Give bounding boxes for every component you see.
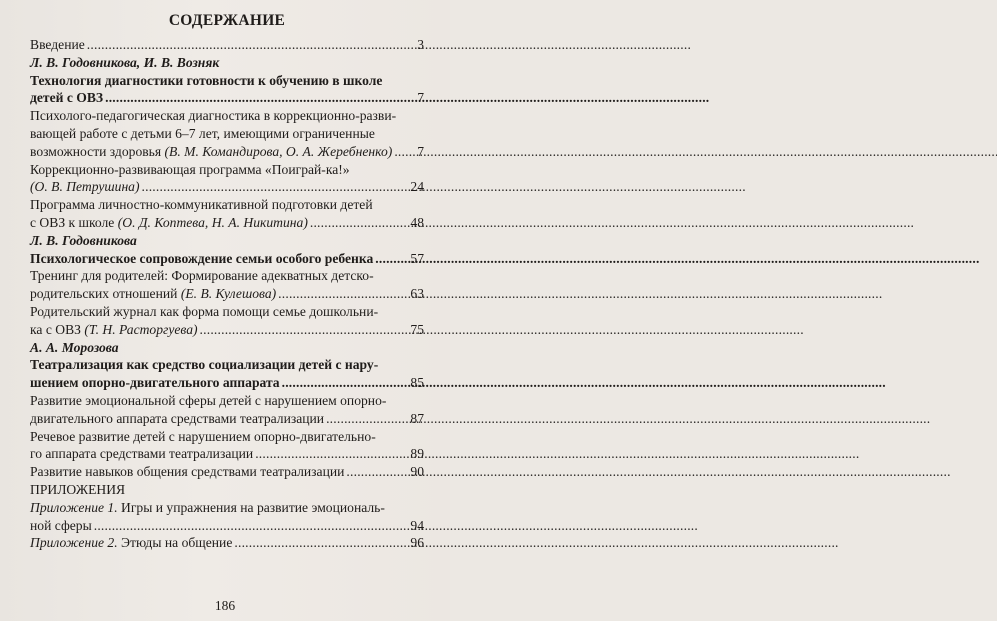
toc-entry-end[interactable]	[30, 517, 424, 535]
section-heading[interactable]: Технология диагностики готовности к обучению в школе	[30, 72, 383, 88]
toc-entry-end[interactable]	[30, 143, 424, 161]
heading-text: шением опорно-двигательного аппарата	[30, 375, 280, 391]
entry-text: родительских отношений	[30, 286, 181, 302]
dot-leader	[234, 534, 408, 552]
entry-page: 90	[410, 464, 424, 480]
toc-page	[0, 0, 450, 621]
entry-page: 89	[410, 446, 424, 462]
entry-page: 75	[410, 321, 424, 337]
toc-entry-line[interactable]: вающей работе с детьми 6–7 лет, имеющими ограниченные	[30, 125, 375, 141]
section-heading[interactable]: Театрализация как средство социализации детей с нару-	[30, 357, 379, 373]
entry-text: го аппарата средствами театрализации	[30, 446, 254, 462]
toc-title: СОДЕРЖАНИЕ	[168, 12, 286, 29]
toc-entry-intro[interactable]	[30, 36, 424, 54]
toc-entry-end[interactable]	[30, 214, 424, 232]
dot-leader	[346, 463, 408, 481]
dot-leader	[200, 321, 409, 339]
dot-leader	[394, 143, 415, 161]
toc-entry-line[interactable]: Тренинг для родителей: Формирование адекватных детско-	[30, 268, 374, 284]
section-authors: А. А. Морозова	[30, 339, 119, 355]
appendix-label: Приложение 2.	[30, 535, 118, 551]
entry-text: двигательного аппарата средствами театрализации	[30, 410, 325, 426]
entry-page: 63	[410, 286, 424, 302]
toc-entry-end[interactable]	[30, 410, 424, 428]
entry-page: 24	[410, 179, 424, 195]
toc-entry-line[interactable]: Речевое развитие детей с нарушением опорно-двигательно-	[30, 428, 376, 444]
page-number: 186	[214, 598, 236, 613]
entry-label: Введение	[30, 37, 85, 52]
section-authors: Л. В. Годовникова, И. В. Возняк	[30, 54, 220, 70]
dot-leader	[255, 445, 408, 463]
heading-text: детей с ОВЗ	[30, 90, 104, 106]
entry-authors: (В. М. Командирова, О. А. Жеребненко)	[164, 143, 393, 159]
entry-authors: (Т. Н. Расторгуева)	[84, 321, 198, 337]
entry-page: 85	[410, 375, 424, 391]
dot-leader	[310, 214, 409, 232]
appendix-label: Приложение 1.	[30, 499, 118, 515]
toc-entry-end[interactable]	[30, 321, 424, 339]
toc-entry-line[interactable]: Развитие эмоциональной сферы детей с нарушением опорно-	[30, 392, 387, 408]
entry-text: ка с ОВЗ	[30, 321, 85, 337]
section-authors: Л. В. Годовникова	[30, 232, 137, 248]
entry-page: 48	[410, 214, 424, 230]
dot-leader	[105, 89, 415, 107]
section-heading[interactable]	[30, 250, 424, 268]
toc-entry[interactable]	[30, 463, 424, 481]
entry-page: 3	[417, 37, 424, 52]
dot-leader	[94, 517, 409, 535]
entry-page: 87	[410, 410, 424, 426]
toc-entry-end[interactable]	[30, 178, 424, 196]
entry-text: ной сферы	[30, 517, 92, 533]
entry-page: 57	[410, 250, 424, 266]
section-heading-end[interactable]	[30, 89, 424, 107]
entry-page: 7	[417, 143, 424, 159]
dot-leader	[375, 250, 408, 268]
dot-leader	[142, 178, 409, 196]
dot-leader	[282, 374, 409, 392]
dot-leader	[87, 36, 415, 54]
toc-entry-line[interactable]: Программа личностно-коммуникативной подготовки детей	[30, 197, 373, 213]
toc-entry[interactable]	[30, 534, 424, 552]
entry-authors: (О. Д. Коптева, Н. А. Никитина)	[117, 214, 308, 230]
entry-text: Игры и упражнения на развитие эмоциональ-	[117, 499, 385, 515]
entry-page: 94	[410, 517, 424, 533]
section-heading-end[interactable]	[30, 374, 424, 392]
toc-entry-line[interactable]: Родительский журнал как форма помощи семье дошкольни-	[30, 303, 379, 319]
dot-leader	[326, 410, 408, 428]
entry-text: Этюды на общение	[117, 535, 233, 551]
heading-text: Психологическое сопровождение семьи особого ребенка	[30, 250, 374, 266]
toc-entry-line[interactable]	[30, 499, 424, 517]
entry-page: 96	[410, 535, 424, 551]
entry-text: Развитие навыков общения средствами театрализации	[30, 464, 345, 480]
appendix-title: ПРИЛОЖЕНИЯ	[30, 481, 126, 497]
toc-entry-line[interactable]: Психолого-педагогическая диагностика в коррекционно-разви-	[30, 108, 397, 124]
entry-authors: (Е. В. Кулешова)	[180, 286, 277, 302]
toc-entry-end[interactable]	[30, 285, 424, 303]
toc-entry-line[interactable]: Коррекционно-развивающая программа «Поиграй-ка!»	[30, 161, 350, 177]
dot-leader	[278, 285, 408, 303]
toc-entry-end[interactable]	[30, 445, 424, 463]
entry-text: с ОВЗ к школе	[30, 214, 118, 230]
entry-text: возможности здоровья	[30, 143, 165, 159]
entry-page: 7	[417, 90, 424, 106]
entry-authors: (О. В. Петрушина)	[30, 179, 140, 195]
